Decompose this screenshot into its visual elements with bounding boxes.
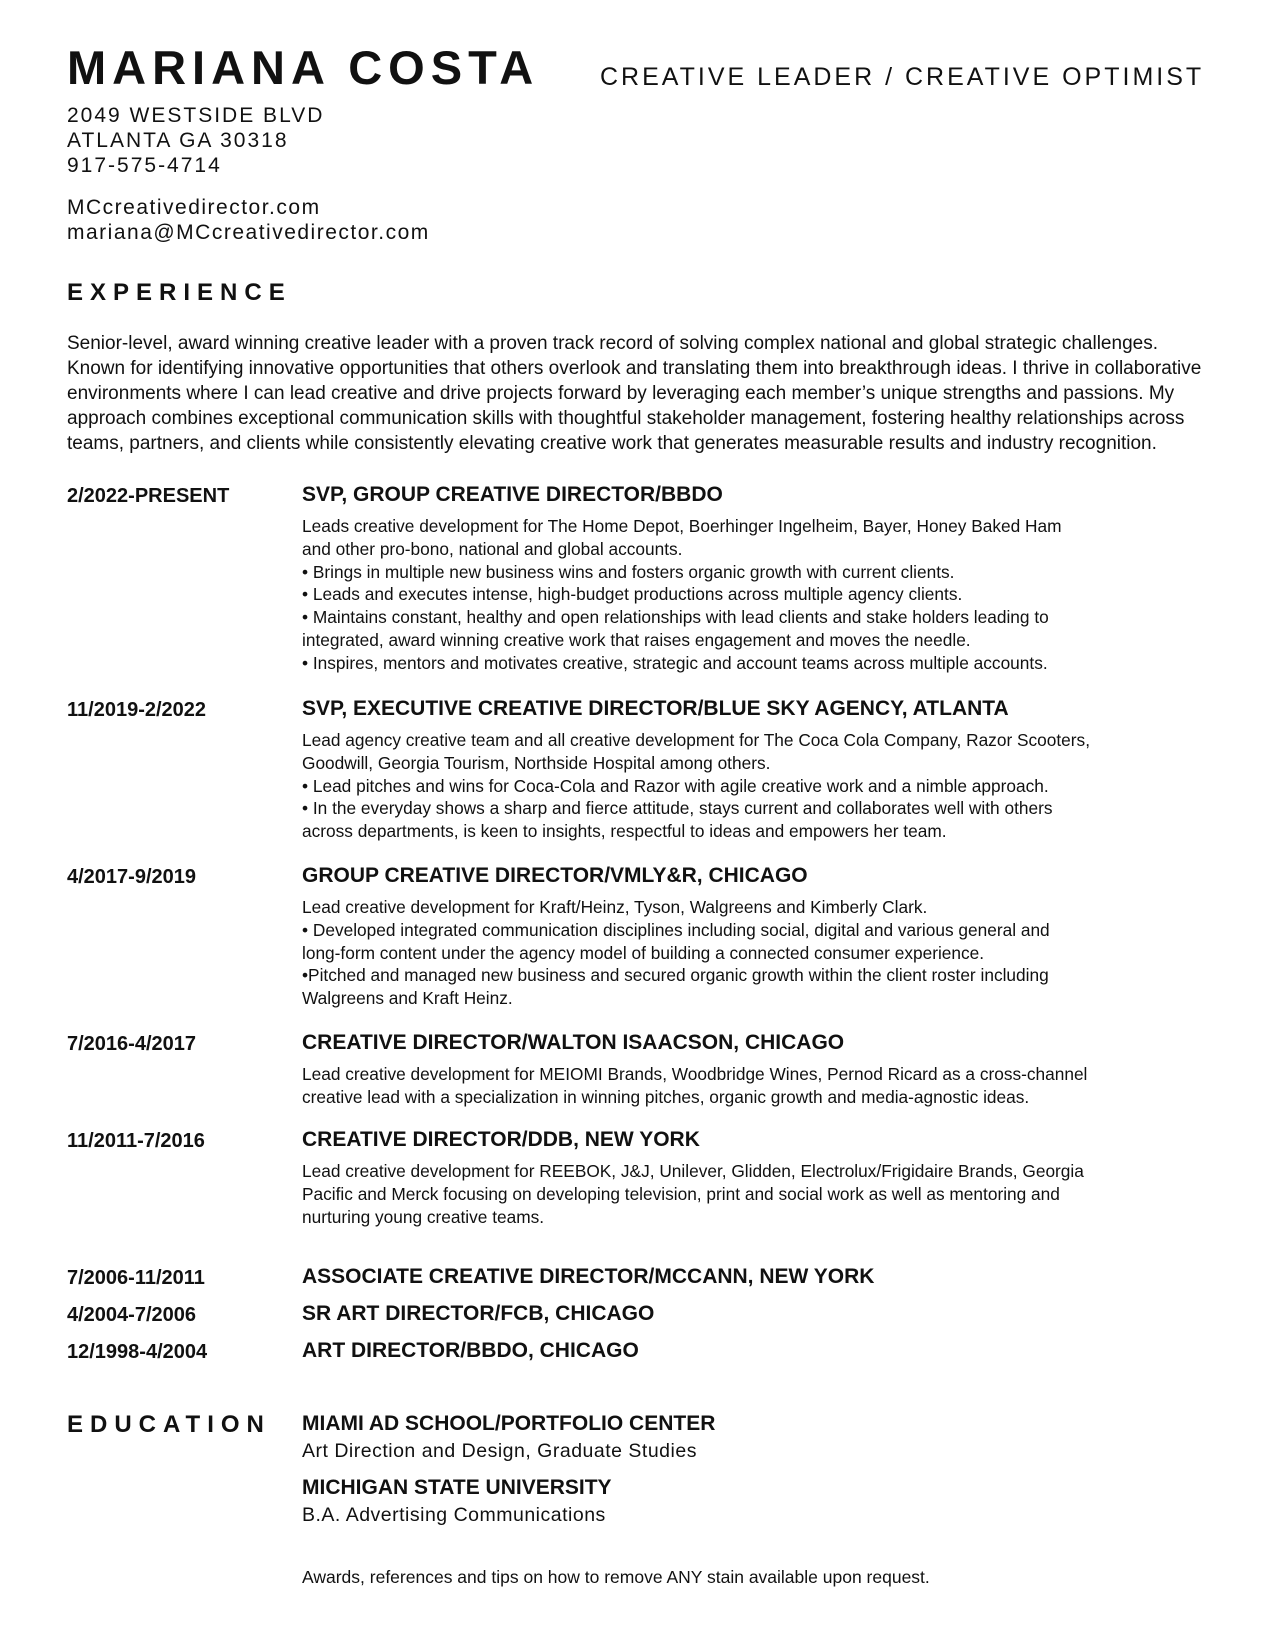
job-dates: 7/2016-4/2017 — [67, 1033, 197, 1055]
job-dates: 12/1998-4/2004 — [67, 1341, 208, 1363]
job-description-line: Lead agency creative team and all creative development for The Coca Cola Company, Razor Scooters, — [302, 730, 1090, 750]
job-title: GROUP CREATIVE DIRECTOR/VMLY&R, CHICAGO — [302, 864, 808, 887]
job-description-line: Lead creative development for Kraft/Heinz, Tyson, Walgreens and Kimberly Clark. — [302, 897, 928, 917]
job-description-line: integrated, award winning creative work that raises engagement and moves the needle. — [302, 629, 971, 650]
candidate-name: MARIANA COSTA — [67, 41, 540, 94]
job-description-line: creative lead with a specialization in winning pitches, organic growth and media-agnostic ideas. — [302, 1086, 1030, 1107]
job-title: SR ART DIRECTOR/FCB, CHICAGO — [302, 1302, 655, 1325]
degree: Art Direction and Design, Graduate Studies — [302, 1440, 697, 1462]
experience-summary: Senior-level, award winning creative leader with a proven track record of solving complex national and global strategic challenges. Known for identifying innovative opportunities that others overlook and translating them into breakthrough ideas. I thrive in collaborative environments where I can lead creative and drive projects forward by leveraging each member’s unique strengths and passions. My approach combines exceptional communication skills with thoughtful stakeholder management, fostering healthy relationships across teams, partners, and clients while consistently elevating creative work that generates measurable results and industry recognition. — [67, 333, 1202, 454]
job-title: CREATIVE DIRECTOR/DDB, NEW YORK — [302, 1128, 700, 1151]
website-link[interactable]: MCcreativedirector.com — [67, 196, 321, 219]
job-description — [302, 515, 1220, 675]
job-description-line: Goodwill, Georgia Tourism, Northside Hospital among others. — [302, 752, 771, 773]
job-description-line: • Leads and executes intense, high-budget productions across multiple agency clients. — [302, 584, 963, 605]
job-description-line: •Pitched and managed new business and secured organic growth within the client roster including — [302, 965, 1049, 986]
job-description — [302, 896, 1220, 1010]
job-description — [302, 729, 1220, 843]
job-description-line: • Brings in multiple new business wins and fosters organic growth with current clients. — [302, 561, 955, 582]
phone-number: 917-575-4714 — [67, 154, 222, 177]
education-entry — [302, 1410, 715, 1464]
job-title: ASSOCIATE CREATIVE DIRECTOR/MCCANN, NEW YORK — [302, 1265, 875, 1288]
job-description-line: • Lead pitches and wins for Coca-Cola and Razor with agile creative work and a nimble approach. — [302, 775, 1049, 796]
job-dates: 11/2011-7/2016 — [67, 1130, 205, 1152]
tagline: CREATIVE LEADER / CREATIVE OPTIMIST — [600, 63, 1205, 91]
job-description-line: • Maintains constant, healthy and open relationships with lead clients and stake holders leading to — [302, 607, 1049, 628]
experience-heading: EXPERIENCE — [67, 279, 292, 306]
job-description — [302, 1063, 1220, 1109]
job-description-line: • In the everyday shows a sharp and fierce attitude, stays current and collaborates well with others — [302, 798, 1053, 819]
job-title: SVP, GROUP CREATIVE DIRECTOR/BBDO — [302, 483, 723, 506]
email-link[interactable]: mariana@MCcreativedirector.com — [67, 221, 430, 244]
job-description-line: • Developed integrated communication disciplines including social, digital and various general and — [302, 919, 1050, 940]
job-dates: 4/2004-7/2006 — [67, 1304, 197, 1326]
job-description-line: long-form content under the agency model of building a connected consumer experience. — [302, 942, 985, 963]
job-description-line: and other pro-bono, national and global accounts. — [302, 538, 683, 559]
job-title: ART DIRECTOR/BBDO, CHICAGO — [302, 1339, 639, 1362]
job-dates: 4/2017-9/2019 — [67, 866, 197, 888]
education-heading: EDUCATION — [67, 1411, 271, 1438]
job-dates: 2/2022-PRESENT — [67, 485, 230, 507]
job-description-line: Walgreens and Kraft Heinz. — [302, 988, 513, 1009]
degree: B.A. Advertising Communications — [302, 1504, 606, 1526]
web-contact-block — [67, 195, 430, 245]
job-description-line: nurturing young creative teams. — [302, 1206, 545, 1227]
job-description-line: Lead creative development for REEBOK, J&J, Unilever, Glidden, Electrolux/Frigidaire Brands, Georgia — [302, 1161, 1084, 1181]
education-entry — [302, 1474, 612, 1528]
job-description-line: • Inspires, mentors and motivates creative, strategic and account teams across multiple accounts. — [302, 652, 1048, 673]
job-title: SVP, EXECUTIVE CREATIVE DIRECTOR/BLUE SKY AGENCY, ATLANTA — [302, 697, 1009, 720]
address-line-1: 2049 WESTSIDE BLVD — [67, 104, 325, 127]
school-name: MICHIGAN STATE UNIVERSITY — [302, 1476, 612, 1499]
school-name: MIAMI AD SCHOOL/PORTFOLIO CENTER — [302, 1412, 716, 1435]
job-description-line: across departments, is keen to insights, respectful to ideas and empowers her team. — [302, 821, 947, 842]
footer-note: Awards, references and tips on how to remove ANY stain available upon request. — [302, 1567, 930, 1587]
address-line-2: ATLANTA GA 30318 — [67, 129, 289, 152]
job-title: CREATIVE DIRECTOR/WALTON ISAACSON, CHICAGO — [302, 1031, 845, 1054]
job-description — [302, 1160, 1220, 1228]
contact-block — [67, 103, 324, 178]
job-description-line: Pacific and Merck focusing on developing television, print and social work as well as mentoring and — [302, 1183, 1060, 1204]
job-description-line: Leads creative development for The Home Depot, Boerhinger Ingelheim, Bayer, Honey Baked Ham — [302, 516, 1062, 536]
job-dates: 7/2006-11/2011 — [67, 1267, 205, 1289]
job-description-line: Lead creative development for MEIOMI Brands, Woodbridge Wines, Pernod Ricard as a cross-channel — [302, 1064, 1088, 1084]
job-dates: 11/2019-2/2022 — [67, 699, 207, 721]
